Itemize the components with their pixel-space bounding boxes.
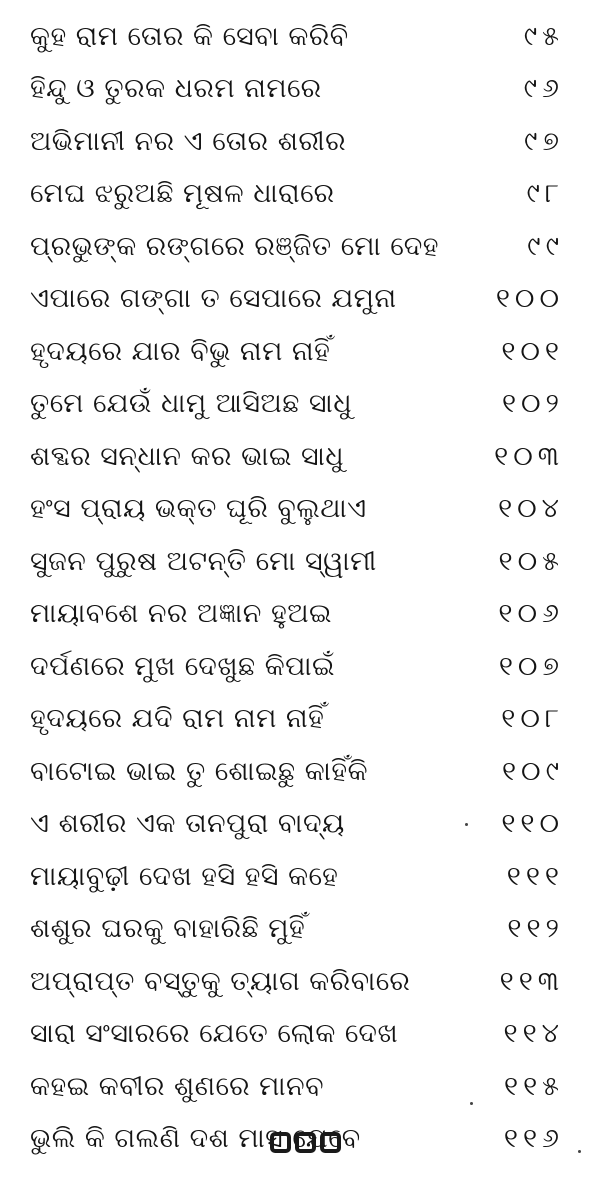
- toc-entry-title: ସାରା ସଂସାରରେ ଯେତେ ଲୋକ ଦେଖ: [30, 1018, 399, 1050]
- toc-entry-page-number: ୧୦୭: [498, 650, 564, 682]
- toc-entry-106: [30, 588, 570, 641]
- toc-entry-112: [30, 903, 570, 956]
- toc-entry-page-number: ୯୫: [523, 20, 564, 52]
- toc-entry-title: ହଂସ ପ୍ରାୟ ଭକ୍ତ ଘୂରି ବୁଲୁଥାଏ: [30, 493, 367, 525]
- toc-entry-title: କୁହ ରାମ ତୋର କି ସେବା କରିବି: [30, 20, 349, 52]
- toc-entry-97: [30, 115, 570, 168]
- toc-entry-page-number: ୧୦୫: [498, 545, 564, 577]
- toc-entry-page-number: ୧୦୩: [494, 440, 564, 472]
- ornament-square-icon: [270, 1132, 291, 1153]
- toc-entry-113: [30, 955, 570, 1008]
- toc-entry-page-number: ୧୧୪: [503, 1018, 564, 1050]
- toc-entry-109: [30, 745, 570, 798]
- toc-entry-115: [30, 1060, 570, 1113]
- toc-entry-105: [30, 535, 570, 588]
- toc-entry-page-number: ୧୧୬: [503, 1123, 564, 1155]
- toc-entry-page-number: ୧୧୩: [499, 965, 564, 997]
- toc-entry-title: ଶଶୁର ଘରକୁ ବାହାରିଛି ମୁହିଁ: [30, 913, 306, 945]
- print-speck: [470, 1102, 473, 1105]
- toc-entry-title: ହିନ୍ଦୁ ଓ ତୁରକ ଧରମ ନାମରେ: [30, 73, 322, 105]
- toc-entry-title: ହୃଦୟରେ ଯଦି ରାମ ନାମ ନାହିଁ: [30, 703, 325, 735]
- toc-entry-title: ଶବ୍ଦର ସନ୍ଧାନ କର ଭାଇ ସାଧୁ: [30, 440, 345, 472]
- toc-entry-98: [30, 168, 570, 221]
- toc-entry-111: [30, 850, 570, 903]
- ornament-square-icon: [320, 1132, 341, 1153]
- toc-entry-page-number: ୧୦୨: [501, 388, 564, 420]
- toc-entry-title: ବାଟୋଇ ଭାଇ ତୁ ଶୋଇଛୁ କାହିଁକି: [30, 755, 369, 787]
- toc-entry-page-number: ୯୯: [527, 230, 564, 262]
- print-speck: [465, 823, 468, 826]
- toc-entry-title: କହଇ କବୀର ଶୁଣରେ ମାନବ: [30, 1070, 324, 1102]
- table-of-contents: [30, 10, 570, 1165]
- toc-entry-110: [30, 798, 570, 851]
- toc-entry-title: ପ୍ରଭୁଙ୍କ ରଙ୍ଗରେ ରଞ୍ଜିତ ମୋ ଦେହ: [30, 230, 440, 262]
- toc-entry-title: ଅପ୍ରାପ୍ତ ବସ୍ତୁକୁ ତ୍ୟାଗ କରିବାରେ: [30, 965, 411, 997]
- toc-entry-title: ହୃଦୟରେ ଯାର ବିଭୁ ନାମ ନାହିଁ: [30, 335, 331, 367]
- toc-entry-page-number: ୧୧୦: [501, 808, 564, 840]
- toc-entry-page-number: ୧୦୦: [495, 283, 564, 315]
- toc-entry-title: ଦର୍ପଣରେ ମୁଖ ଦେଖୁଛ କିପାଇଁ: [30, 650, 336, 682]
- toc-entry-114: [30, 1008, 570, 1061]
- toc-entry-title: ମେଘ ଝରୁଅଛି ମୂଷଳ ଧାରାରେ: [30, 178, 335, 210]
- toc-entry-page-number: ୯୬: [523, 73, 564, 105]
- toc-entry-title: ଅଭିମାନୀ ନର ଏ ତୋର ଶରୀର: [30, 125, 347, 157]
- toc-entry-title: ଏପାରେ ଗଙ୍ଗା ତ ସେପାରେ ଯମୁନା: [30, 283, 397, 315]
- toc-entry-99: [30, 220, 570, 273]
- toc-entry-page-number: ୧୦୯: [501, 755, 564, 787]
- toc-entry-page-number: ୯୭: [524, 125, 564, 157]
- toc-entry-title: ଏ ଶରୀର ଏକ ତାନପୁରା ବାଦ୍ୟ: [30, 808, 345, 840]
- toc-entry-103: [30, 430, 570, 483]
- toc-entry-page-number: ୧୧୨: [507, 913, 564, 945]
- toc-entry-title: ତୁମେ ଯେଉଁ ଧାମୁ ଆସିଅଛ ସାଧୁ: [30, 388, 352, 420]
- toc-entry-page-number: ୧୦୪: [498, 493, 564, 525]
- toc-entry-100: [30, 273, 570, 326]
- toc-entry-title: ମାୟାବୁଢ଼ୀ ଦେଖ ହସି ହସି କହେ: [30, 860, 339, 892]
- end-ornament: [270, 1132, 341, 1153]
- toc-entry-title: ସୁଜନ ପୁରୁଷ ଅଟନ୍ତି ମୋ ସ୍ୱାମୀ: [30, 545, 377, 577]
- print-speck: [578, 1150, 581, 1153]
- toc-entry-page-number: ୧୦୧: [501, 335, 564, 367]
- toc-entry-96: [30, 63, 570, 116]
- ornament-square-icon: [295, 1132, 316, 1153]
- toc-entry-101: [30, 325, 570, 378]
- toc-entry-104: [30, 483, 570, 536]
- toc-entry-page-number: ୧୦୬: [498, 598, 564, 630]
- toc-entry-title: ଭୁଲି କି ଗଲଣି ଦଶ ମାସ ଯେବେ: [30, 1123, 361, 1155]
- toc-entry-107: [30, 640, 570, 693]
- toc-entry-title: ମାୟାବଶେ ନର ଅଜ୍ଞାନ ହୁଅଇ: [30, 598, 333, 630]
- toc-entry-page-number: ୧୦୮: [501, 703, 564, 735]
- toc-entry-95: [30, 10, 570, 63]
- toc-entry-108: [30, 693, 570, 746]
- toc-entry-102: [30, 378, 570, 431]
- toc-entry-page-number: ୧୧୧: [506, 860, 564, 892]
- toc-entry-page-number: ୯୮: [526, 178, 564, 210]
- toc-entry-page-number: ୧୧୫: [504, 1070, 564, 1102]
